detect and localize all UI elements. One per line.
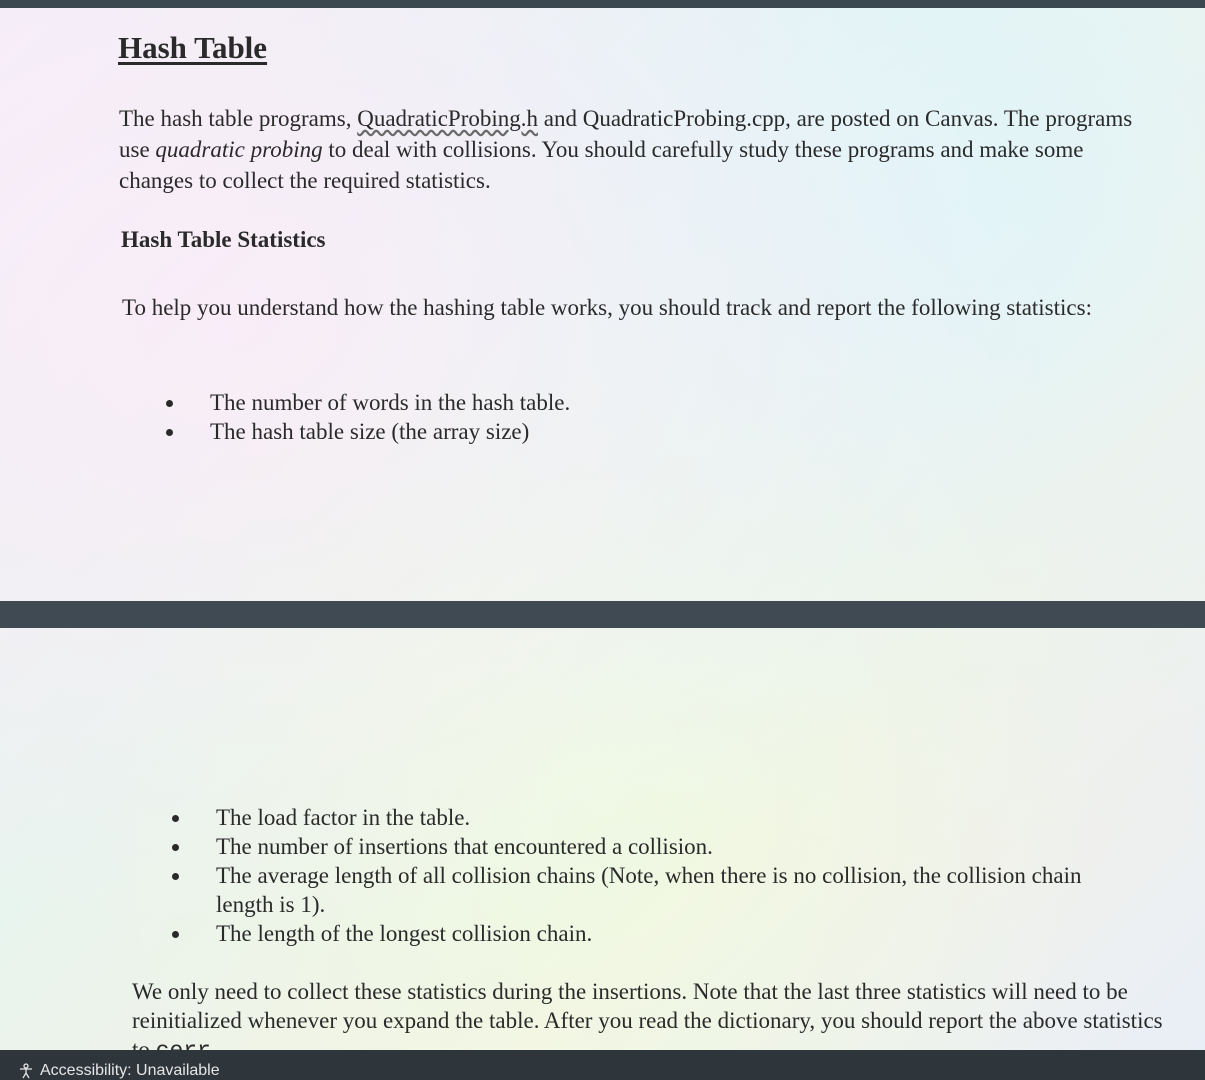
list-item: The hash table size (the array size)	[166, 417, 570, 446]
accessibility-status[interactable]	[18, 1062, 220, 1080]
list-item: The number of insertions that encountered a collision.	[172, 832, 1132, 861]
window-split-bar	[0, 601, 1205, 628]
list-item: The load factor in the table.	[172, 803, 1132, 832]
bullet-list-bottom	[172, 803, 1132, 948]
intro-text-3: to deal with collisions. You should carefully study these programs and make some changes to collect the required statistics.	[119, 137, 1084, 193]
section-heading: Hash Table Statistics	[121, 227, 326, 252]
intro-paragraph	[119, 103, 1149, 196]
window-top-strip	[0, 0, 1205, 8]
stats-intro-paragraph: To help you understand how the hashing table works, you should track and report the following statistics:	[122, 295, 1092, 320]
intro-text-1: The hash table programs,	[119, 106, 358, 131]
list-item: The average length of all collision chains (Note, when there is no collision, the collision chain length is 1).	[172, 861, 1132, 919]
header-file-name: QuadraticProbing.h	[357, 106, 538, 131]
list-item: The number of words in the hash table.	[166, 388, 570, 417]
document-page	[0, 8, 1205, 1050]
list-item: The length of the longest collision chain.	[172, 919, 1132, 948]
closing-text-1: We only need to collect these statistics during the insertions. Note that the last three statistics will need to be reinitialized whenever you expand the table. After you read the dictionary, you should report the above statistics	[132, 979, 1163, 1033]
accessibility-label: Accessibility: Unavailable	[40, 1062, 220, 1079]
document-title: Hash Table	[118, 30, 268, 65]
bullet-list-top	[166, 388, 570, 446]
intro-emphasis: quadratic probing	[155, 137, 323, 162]
status-bar	[0, 1050, 1205, 1080]
intro-text-2: and QuadraticProbing.cpp, are posted on Canvas. The programs use	[119, 106, 1133, 162]
accessibility-icon	[18, 1063, 34, 1079]
